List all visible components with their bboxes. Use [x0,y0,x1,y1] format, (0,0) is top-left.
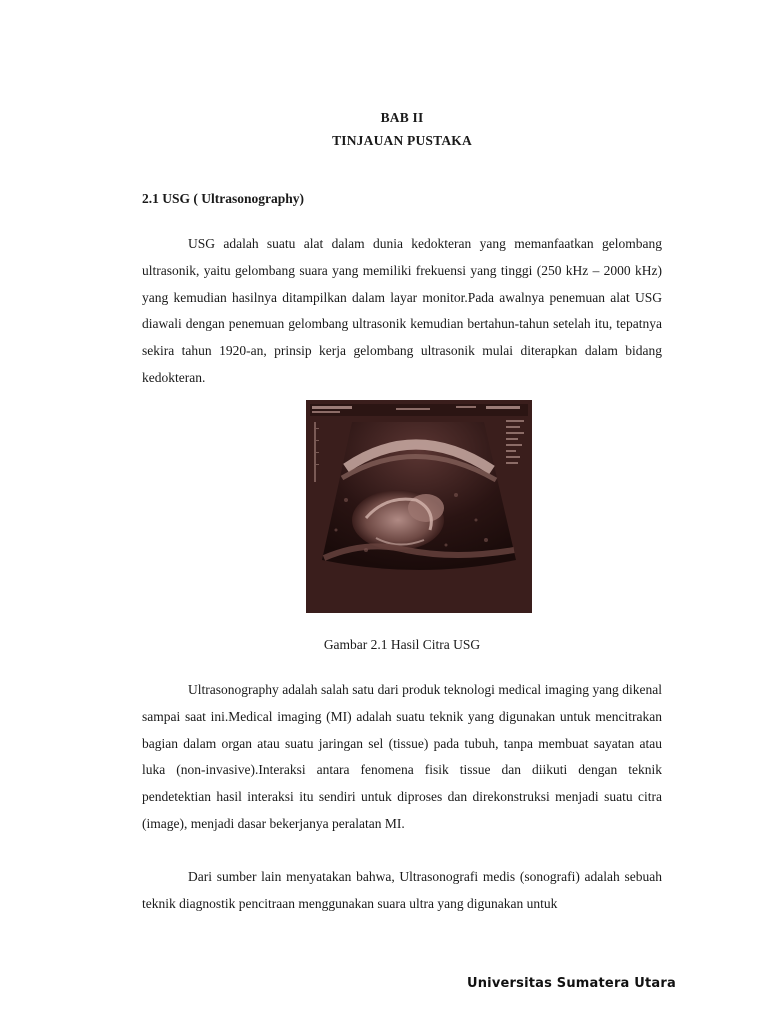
chapter-number: BAB II [380,110,424,125]
paragraph-1: USG adalah suatu alat dalam dunia kedokteran yang memanfaatkan gelombang ultrasonik, yaitu gelombang suara yang memiliki frekuensi yang tinggi (250 kHz – 2000 kHz) yang kemudian hasilnya ditampilkan dalam layar monitor.Pada awalnya penemuan alat USG diawali dengan penemuan gelombang ultrasonik kemudian bertahun-tahun setelah itu, tepatnya sekira tahun 1920-an, prinsip kerja gelombang ultrasonik mulai diterapkan dalam bidang kedokteran. [142,236,662,385]
chapter-title: TINJAUAN PUSTAKA [332,133,472,148]
figure-caption: Gambar 2.1 Hasil Citra USG [323,637,481,652]
paragraph-2: Ultrasonography adalah salah satu dari produk teknologi medical imaging yang dikenal sampai saat ini.Medical imaging (MI) adalah suatu teknik yang digunakan untuk mencitrakan bagian dalam organ atau suatu jaringan sel (tissue) pada tubuh, tanpa membuat sayatan atau luka (non-invasive).Interaksi antara fenomena fisik tissue dan diikuti dengan teknik pendetektian hasil interaksi itu sendiri untuk diproses dan direkonstruksi menjadi suatu citra (image), menjadi dasar bekerjanya peralatan MI. [142,682,662,831]
paragraph-3: Dari sumber lain menyatakan bahwa, Ultrasonografi medis (sonografi) adalah sebuah teknik diagnostik pencitraan menggunakan suara ultra yang digunakan untuk [142,869,662,911]
section-title: 2.1 USG ( Ultrasonography) [142,191,305,206]
ultrasound-image [306,400,532,613]
footer-university: Universitas Sumatera Utara [466,976,676,991]
